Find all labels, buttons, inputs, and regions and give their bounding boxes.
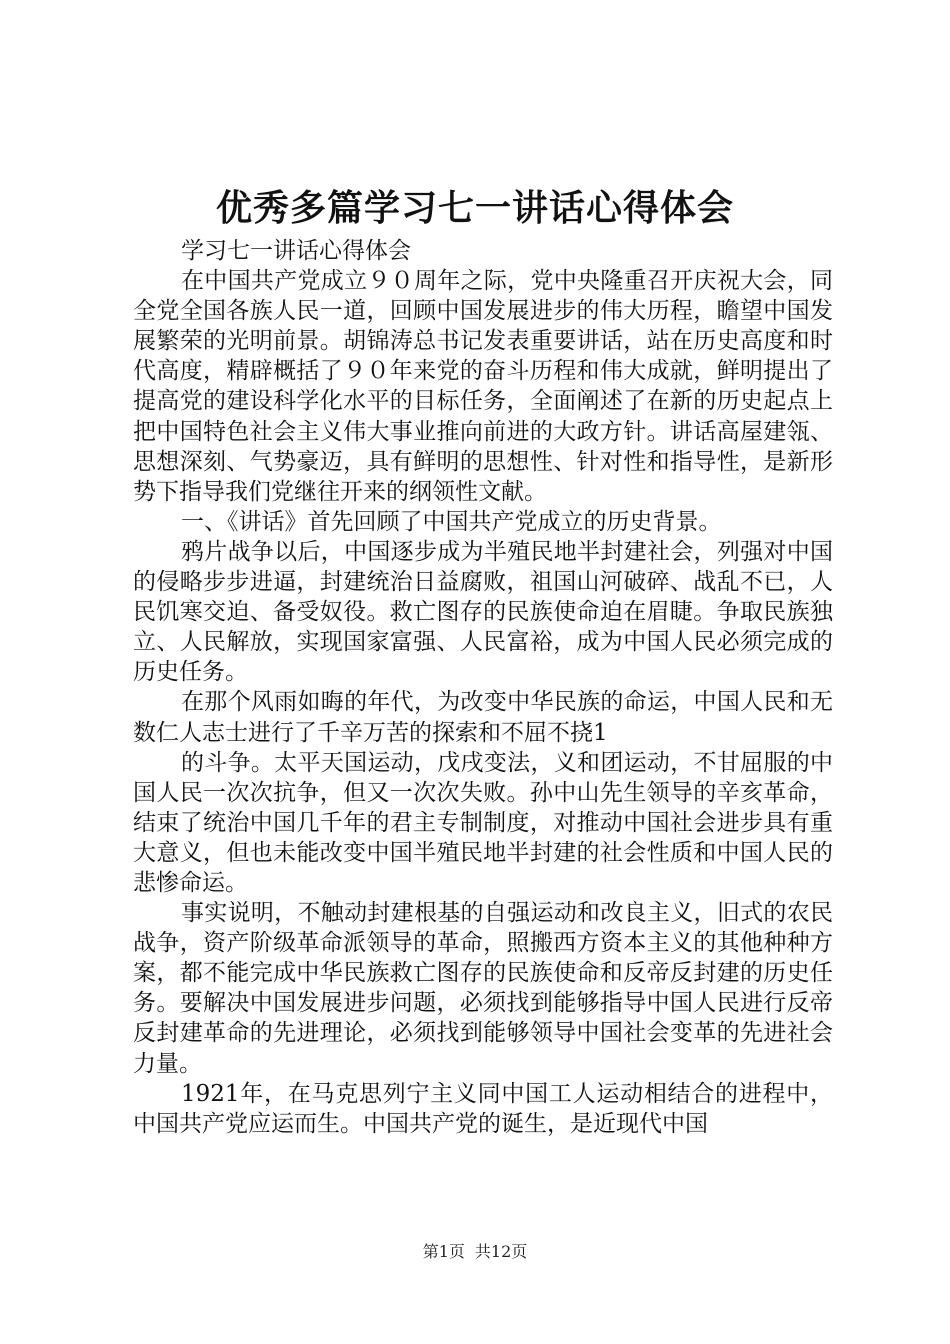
- paragraph-facts: 事实说明，不触动封建根基的自强运动和改良主义，旧式的农民战争，资产阶级革命派领导的革命，照搬西方资本主义的其他种种方案，都不能完成中华民族救亡图存的民族使命和反帝反封建的历史任务。要解决中国发展进步问题，必须找到能够指导中国人民进行反帝反封建革命的先进理论，必须找到能够领导中国社会变革的先进社会力量。: [133, 900, 833, 1077]
- page-footer: [0, 1241, 950, 1263]
- document-body: [133, 236, 833, 1139]
- paragraph-exploration: 在那个风雨如晦的年代，为改变中华民族的命运，中国人民和无数仁人志士进行了千辛万苦的探索和不屈不挠1: [133, 689, 833, 746]
- paragraph-subtitle: 学习七一讲话心得体会: [181, 238, 411, 264]
- document-title: 优秀多篇学习七一讲话心得体会: [215, 187, 734, 229]
- paragraph-struggle: 的斗争。太平天国运动，戊戌变法，义和团运动，不甘屈服的中国人民一次次抗争，但又一次次失败。孙中山先生领导的辛亥革命，结束了统治中国几千年的君主专制制度，对推动中国社会进步具有重大意义，但也未能改变中国半殖民地半封建的社会性质和中国人民的悲惨命运。: [133, 749, 833, 896]
- paragraph-intro: 在中国共产党成立９０周年之际，党中央隆重召开庆祝大会，同全党全国各族人民一道，回顾中国发展进步的伟大历程，瞻望中国发展繁荣的光明前景。胡锦涛总书记发表重要讲话，站在历史高度和时代高度，精辟概括了９０年来党的奋斗历程和伟大成就，鲜明提出了提高党的建设科学化水平的目标任务，全面阐述了在新的历史起点上把中国特色社会主义伟大事业推向前进的大政方针。讲话高屋建瓴、思想深刻、气势豪迈，具有鲜明的思想性、针对性和指导性，是新形势下指导我们党继往开来的纲领性文献。: [133, 268, 833, 505]
- page-number: 第1页: [422, 1242, 465, 1261]
- paragraph-background: 鸦片战争以后，中国逐步成为半殖民地半封建社会，列强对中国的侵略步步进逼，封建统治日益腐败，祖国山河破碎、战乱不已，人民饥寒交迫、备受奴役。救亡图存的民族使命迫在眉睫。争取民族独立、人民解放，实现国家富强、人民富裕，成为中国人民必须完成的历史任务。: [133, 538, 833, 686]
- page-total: 共12页: [474, 1242, 528, 1261]
- paragraph-section-heading: 一、《讲话》首先回顾了中国共产党成立的历史背景。: [181, 508, 722, 535]
- paragraph-1921: 1921年，在马克思列宁主义同中国工人运动相结合的进程中，中国共产党应运而生。中国共产党的诞生，是近现代中国: [133, 1080, 833, 1137]
